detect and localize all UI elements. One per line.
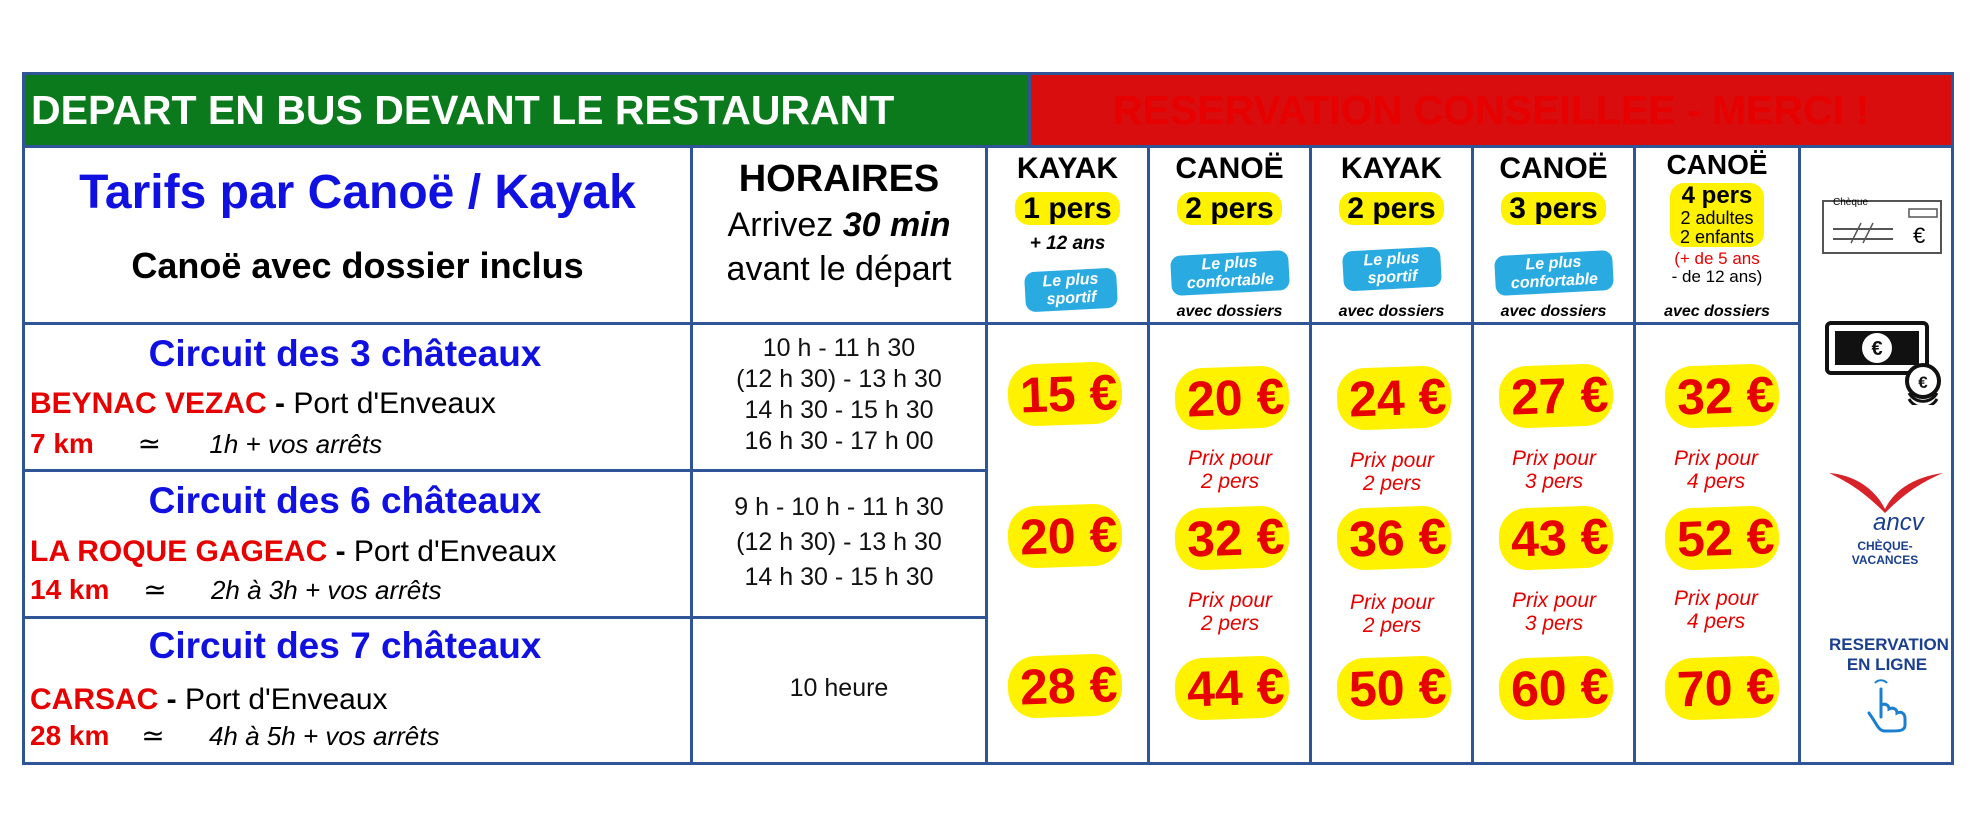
reservation-en-ligne-button[interactable]: RESERVATION EN LIGNE — [1829, 635, 1945, 735]
grid-line — [1471, 145, 1474, 765]
badge-confortable: Le plus confortable — [1494, 250, 1614, 296]
table-subtitle: Canoë avec dossier inclus — [131, 245, 584, 286]
price-kayak-2-circuit-3: 24 € — [1336, 365, 1452, 431]
badge-sportif: Le plus sportif — [1024, 268, 1118, 313]
circuit-distance: 7 km ≃ 1h + vos arrêts — [30, 428, 383, 459]
water-wave-icon: ≃ — [143, 574, 167, 605]
col-header-kayak-2: KAYAK 2 pers — [1340, 152, 1443, 225]
reservation-banner: RESERVATION CONSEILLEE - MERCI ! — [1028, 75, 1951, 145]
svg-text:€: € — [1871, 338, 1883, 360]
arrive-note: Arrivez 30 min — [727, 206, 951, 244]
cash-icon — [1823, 315, 1943, 405]
circuit-name: Circuit des 6 châteaux — [148, 480, 542, 521]
col-header-canoe-2: CANOË 2 pers — [1175, 152, 1284, 225]
cheque-icon: Chèque € — [1821, 197, 1945, 259]
grid-line — [25, 469, 985, 472]
price-kayak-2-circuit-7: 50 € — [1336, 655, 1452, 721]
prix-pour-note: Prix pour 2 pers — [1187, 447, 1273, 493]
avec-dossiers: avec dossiers — [1176, 303, 1283, 320]
price-canoe-2-circuit-6: 32 € — [1174, 505, 1290, 571]
badge-confortable: Le plus confortable — [1170, 250, 1290, 296]
banner-divider — [25, 145, 1951, 148]
grid-line — [25, 616, 985, 619]
prix-pour-note: Prix pour 2 pers — [1349, 591, 1435, 637]
avec-dossiers: avec dossiers — [1500, 303, 1607, 320]
grid-line — [1147, 145, 1150, 765]
grid-line — [1309, 145, 1312, 765]
prix-pour-note: Prix pour 3 pers — [1511, 589, 1597, 635]
price-canoe-4-circuit-7: 70 € — [1664, 655, 1780, 721]
price-kayak-2-circuit-6: 36 € — [1336, 505, 1452, 571]
prix-pour-note: Prix pour 2 pers — [1349, 449, 1435, 495]
circuit-hours: 10 h - 11 h 30 (12 h 30) - 13 h 30 14 h 30 - 15 h 30 16 h 30 - 17 h 00 — [736, 334, 942, 455]
circuit-hours: 9 h - 10 h - 11 h 30 (12 h 30) - 13 h 30 14 h 30 - 15 h 30 — [734, 493, 944, 591]
circuit-distance: 14 km ≃ 2h à 3h + vos arrêts — [30, 574, 442, 605]
price-canoe-3-circuit-6: 43 € — [1498, 505, 1614, 571]
pointing-hand-icon — [1863, 677, 1919, 738]
price-kayak-1-circuit-7: 28 € — [1007, 653, 1123, 719]
price-canoe-4-circuit-3: 32 € — [1664, 363, 1780, 429]
price-canoe-3-circuit-3: 27 € — [1498, 363, 1614, 429]
avec-dossiers: avec dossiers — [1338, 303, 1445, 320]
price-kayak-1-circuit-6: 20 € — [1007, 503, 1123, 569]
avec-dossiers: avec dossiers — [1664, 303, 1770, 320]
grid-line — [1798, 145, 1801, 765]
circuit-hours: 10 heure — [789, 674, 889, 702]
circuit-name: Circuit des 3 châteaux — [148, 333, 542, 374]
price-canoe-4-circuit-6: 52 € — [1664, 505, 1780, 571]
arrive-note-line2: avant le départ — [726, 250, 952, 288]
table-title: Tarifs par Canoë / Kayak — [79, 166, 636, 219]
circuit-distance: 28 km ≃ 4h à 5h + vos arrêts — [30, 720, 440, 751]
circuit-name: Circuit des 7 châteaux — [148, 625, 542, 666]
prix-pour-note: Prix pour 2 pers — [1187, 589, 1273, 635]
price-canoe-3-circuit-7: 60 € — [1498, 655, 1614, 721]
grid-line — [25, 322, 1798, 325]
circuit-route: LA ROQUE GAGEAC - Port d'Enveaux — [30, 535, 557, 568]
circuit-route: CARSAC - Port d'Enveaux — [30, 683, 388, 716]
prix-pour-note: Prix pour 3 pers — [1511, 447, 1597, 493]
ancv-logo: ancv CHÈQUE-VACANCES — [1825, 465, 1945, 555]
bus-departure-banner: DEPART EN BUS DEVANT LE RESTAURANT — [25, 75, 1028, 145]
price-canoe-2-circuit-3: 20 € — [1174, 365, 1290, 431]
price-canoe-2-circuit-7: 44 € — [1174, 655, 1290, 721]
water-wave-icon: ≃ — [137, 428, 162, 459]
price-kayak-1-circuit-3: 15 € — [1007, 361, 1123, 427]
col-header-canoe-4: CANOË 4 pers 2 adultes 2 enfants (+ de 5 ans - de 12 ans) — [1666, 149, 1768, 286]
col-header-canoe-3: CANOË 3 pers — [1499, 152, 1608, 225]
circuit-route: BEYNAC VEZAC - Port d'Enveaux — [30, 387, 496, 420]
pricing-table — [22, 72, 1954, 765]
col-header-kayak-1: KAYAK 1 pers + 12 ans — [1016, 152, 1119, 254]
svg-text:€: € — [1918, 373, 1928, 392]
water-wave-icon: ≃ — [141, 720, 165, 751]
prix-pour-note: Prix pour 4 pers — [1673, 587, 1759, 633]
horaires-header — [693, 155, 985, 291]
horaires-title: HORAIRES — [738, 158, 940, 200]
prix-pour-note: Prix pour 4 pers — [1673, 447, 1759, 493]
badge-sportif: Le plus sportif — [1342, 246, 1442, 291]
